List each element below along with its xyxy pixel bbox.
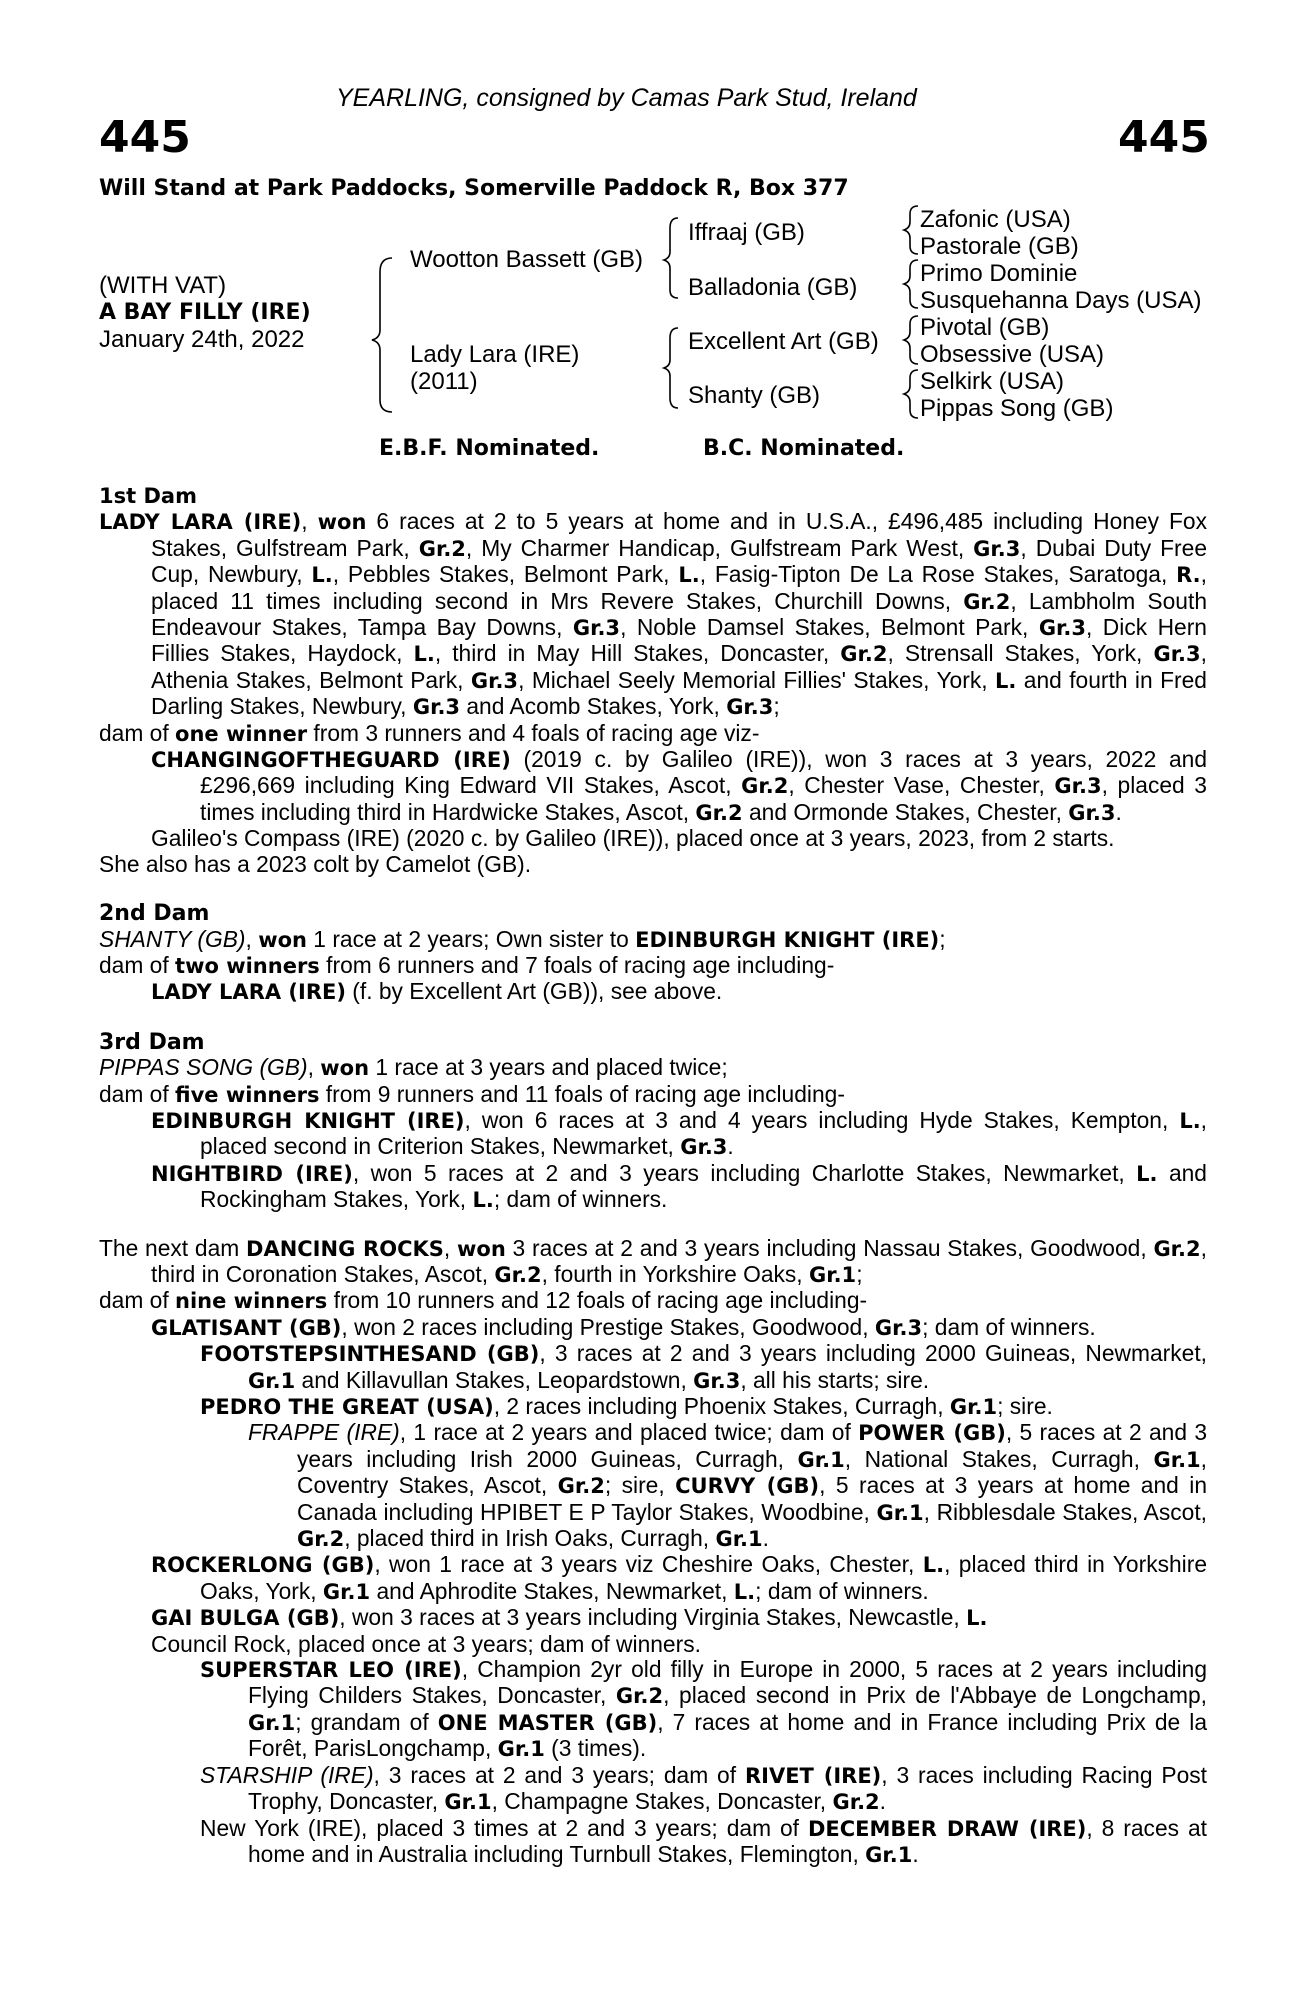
- vat-note: (WITH VAT): [99, 272, 227, 299]
- produce-council-rock: Council Rock, placed once at 3 years; dam of winners.: [151, 1630, 701, 1657]
- pedigree-dam-dam: Shanty (GB): [688, 382, 821, 409]
- produce-new-york: New York (IRE), placed 3 times at 2 and 3 years; dam of DECEMBER DRAW (IRE), 8 races at home and in Australia including Turnbull Stakes, Flemington, Gr.1.: [200, 1814, 1207, 1867]
- section-second-dam: 2nd Dam: [99, 901, 210, 927]
- pedigree-dam-sire: Excellent Art (GB): [688, 328, 879, 355]
- next-dam-paragraph: The next dam DANCING ROCKS, won 3 races at 2 and 3 years including Nassau Stakes, Goodwood, Gr.2, third in Coronation Stakes, Ascot, Gr.2, fourth in Yorkshire Oaks, Gr.1;: [99, 1234, 1207, 1287]
- pedigree-sire-sire: Iffraaj (GB): [688, 219, 805, 246]
- third-dam-produce-intro: dam of five winners from 9 runners and 11 foals of racing age including-: [99, 1080, 845, 1107]
- produce-superstar-leo: SUPERSTAR LEO (IRE), Champion 2yr old filly in Europe in 2000, 5 races at 2 years including Flying Childers Stakes, Doncaster, Gr.2, placed second in Prix de l'Abbaye de Longchamp, Gr.1; grandam of ONE MASTER (GB), 7 races at home and in France including Prix de la Forêt, ParisLongchamp, Gr.1 (3 times).: [200, 1656, 1208, 1762]
- third-dam-line: PIPPAS SONG (GB), won 1 race at 3 years and placed twice;: [99, 1054, 728, 1081]
- produce-glatisant: GLATISANT (GB), won 2 races including Prestige Stakes, Goodwood, Gr.3; dam of winners.: [151, 1313, 1096, 1340]
- produce-starship: STARSHIP (IRE), 3 races at 2 and 3 years; dam of RIVET (IRE), 3 races including Racing Post Trophy, Doncaster, Gr.1, Champagne Stakes, Doncaster, Gr.2.: [200, 1761, 1207, 1815]
- second-dam-produce-intro: dam of two winners from 6 runners and 7 foals of racing age including-: [99, 951, 835, 978]
- horse-dob: January 24th, 2022: [99, 326, 305, 353]
- next-dam-produce-intro: dam of nine winners from 10 runners and 12 foals of racing age including-: [99, 1287, 868, 1314]
- pedigree-g5: Pivotal (GB): [920, 314, 1050, 341]
- pedigree-g2: Pastorale (GB): [920, 233, 1079, 260]
- produce-nightbird: NIGHTBIRD (IRE), won 5 races at 2 and 3 years including Charlotte Stakes, Newmarket, L. and Rockingham Stakes, York, L.; dam of winners.: [151, 1159, 1207, 1213]
- produce-changingoftheguard: CHANGINGOFTHEGUARD (IRE) (2019 c. by Galileo (IRE)), won 3 races at 3 years, 2022 and £296,669 including King Edward VII Stakes, Ascot, Gr.2, Chester Vase, Chester, Gr.3, placed 3 times including third in Hardwicke Stakes, Ascot, Gr.2 and Ormonde Stakes, Chester, Gr.3.: [151, 746, 1207, 825]
- produce-footstepsinthesand: FOOTSTEPSINTHESAND (GB), 3 races at 2 and 3 years including 2000 Guineas, Newmarket, Gr.1 and Killavullan Stakes, Leopardstown, Gr.3, all his starts; sire.: [200, 1340, 1207, 1393]
- section-first-dam: 1st Dam: [99, 484, 197, 508]
- lot-number-left: 445: [99, 112, 191, 163]
- first-dam-produce-intro: dam of one winner from 3 runners and 4 foals of racing age viz-: [99, 719, 760, 746]
- stand-location: Will Stand at Park Paddocks, Somerville Paddock R, Box 377: [99, 176, 849, 201]
- produce-rockerlong: ROCKERLONG (GB), won 1 race at 3 years viz Cheshire Oaks, Chester, L., placed third in Yorkshire Oaks, York, Gr.1 and Aphrodite Stakes, Newmarket, L.; dam of winners.: [151, 1551, 1207, 1604]
- catalogue-subtitle: YEARLING, consigned by Camas Park Stud, Ireland: [336, 84, 917, 112]
- pedigree-g8: Pippas Song (GB): [920, 395, 1114, 422]
- produce-gai-bulga: GAI BULGA (GB), won 3 races at 3 years including Virginia Stakes, Newcastle, L.: [151, 1604, 988, 1631]
- pedigree-g4: Susquehanna Days (USA): [920, 287, 1202, 314]
- second-dam-produce-lady-lara: LADY LARA (IRE) (f. by Excellent Art (GB)), see above.: [151, 978, 723, 1005]
- pedigree-dam-year: (2011): [410, 368, 478, 395]
- pedigree-brackets: [0, 0, 1314, 440]
- lot-number-right: 445: [1118, 112, 1210, 163]
- pedigree-sire: Wootton Bassett (GB): [410, 246, 643, 273]
- produce-pedro-the-great: PEDRO THE GREAT (USA), 2 races including Phoenix Stakes, Curragh, Gr.1; sire.: [200, 1393, 1053, 1419]
- first-dam-paragraph: LADY LARA (IRE), won 6 races at 2 to 5 years at home and in U.S.A., £496,485 including Honey Fox Stakes, Gulfstream Park, Gr.2, My Charmer Handicap, Gulfstream Park West, Gr.3, Dubai Duty Free Cup, Newbury, L., Pebbles Stakes, Belmont Park, L., Fasig-Tipton De La Rose Stakes, Saratoga, R., placed 11 times including second in Mrs Revere Stakes, Churchill Downs, Gr.2, Lambholm South Endeavour Stakes, Tampa Bay Downs, Gr.3, Noble Damsel Stakes, Belmont Park, Gr.3, Dick Hern Fillies Stakes, Haydock, L., third in May Hill Stakes, Doncaster, Gr.2, Strensall Stakes, York, Gr.3, Athenia Stakes, Belmont Park, Gr.3, Michael Seely Memorial Fillies' Stakes, York, L. and fourth in Fred Darling Stakes, Newbury, Gr.3 and Acomb Stakes, York, Gr.3;: [99, 508, 1208, 720]
- produce-frappe: FRAPPE (IRE), 1 race at 2 years and placed twice; dam of POWER (GB), 5 races at 2 and 3 years including Irish 2000 Guineas, Curragh, Gr.1, National Stakes, Curragh, Gr.1, Coventry Stakes, Ascot, Gr.2; sire, CURVY (GB), 5 races at 3 years at home and in Canada including HPIBET E P Taylor Stakes, Woodbine, Gr.1, Ribblesdale Stakes, Ascot, Gr.2, placed third in Irish Oaks, Curragh, Gr.1.: [248, 1419, 1208, 1552]
- bc-nominated: B.C. Nominated.: [703, 436, 905, 461]
- catalogue-body: [99, 484, 1207, 1868]
- pedigree-g1: Zafonic (USA): [920, 206, 1071, 233]
- second-dam-line: SHANTY (GB), won 1 race at 2 years; Own sister to EDINBURGH KNIGHT (IRE);: [99, 925, 946, 952]
- pedigree-g7: Selkirk (USA): [920, 368, 1065, 395]
- produce-edinburgh-knight: EDINBURGH KNIGHT (IRE), won 6 races at 3 and 4 years including Hyde Stakes, Kempton, L., placed second in Criterion Stakes, Newmarket, Gr.3.: [151, 1106, 1208, 1160]
- produce-camelot-colt: She also has a 2023 colt by Camelot (GB).: [99, 850, 532, 877]
- horse-name: A BAY FILLY (IRE): [99, 300, 311, 325]
- pedigree-dam: Lady Lara (IRE): [410, 341, 580, 368]
- ebf-nominated: E.B.F. Nominated.: [379, 436, 600, 461]
- produce-galileos-compass: Galileo's Compass (IRE) (2020 c. by Galileo (IRE)), placed once at 3 years, 2023, from 2 starts.: [151, 825, 1115, 852]
- section-third-dam: 3rd Dam: [99, 1029, 205, 1055]
- pedigree-g3: Primo Dominie: [920, 260, 1078, 287]
- pedigree-g6: Obsessive (USA): [920, 341, 1105, 368]
- pedigree-sire-dam: Balladonia (GB): [688, 274, 858, 301]
